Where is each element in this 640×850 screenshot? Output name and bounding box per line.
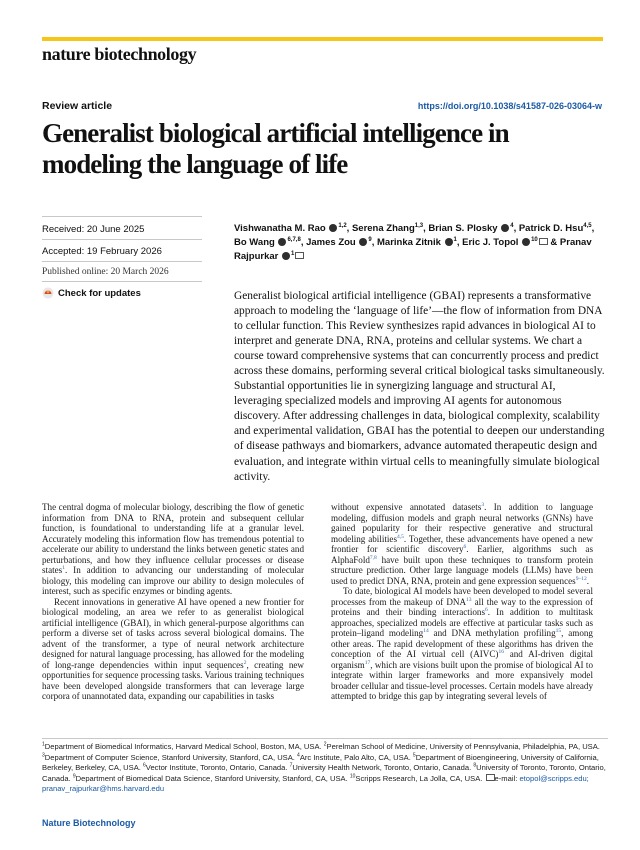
citation-ref[interactable]: 9–12 xyxy=(575,575,587,582)
article-type: Review article xyxy=(42,100,113,112)
citation-ref[interactable]: 13 xyxy=(466,596,472,603)
author-name[interactable]: Patrick D. Hsu xyxy=(518,223,584,234)
author-name[interactable]: Brian S. Plosky xyxy=(428,223,498,234)
email-icon xyxy=(486,774,495,781)
footer-journal-name: Nature Biotechnology xyxy=(42,818,136,828)
divider xyxy=(42,281,202,282)
author-name[interactable]: Marinka Zitnik xyxy=(377,237,441,248)
abstract: Generalist biological artificial intelligence (GBAI) represents a transformative approach to modeling the ‘language of life’—the flow of information from DNA to cellular function. This Review synthesizes rapid advances in biological AI to interpret and generate DNA, RNA, proteins and cellular systems. We chart a course toward comprehensive systems that can concurrently process and predict across these domains, performing several critical biological tasks simultaneously. Substantial opportunities lie in synergizing language and structural AI, leveraging specialized models and improving AI agents for autonomous discovery. After addressing challenges in data, biological complexity, scalability and experimental validation, GBAI has the potential to deepen our understanding of disease pathways and biomarkers, advance automated therapeutic design and evaluation, and integrate within virtual cells to meaningfully simulate biological activity. xyxy=(234,290,605,483)
email-links[interactable]: etopol@scripps.edu; pranav_rajpurkar@hms.harvard.edu xyxy=(42,773,589,793)
author-affiliation: 6,7,8 xyxy=(287,236,301,243)
author-name[interactable]: Vishwanatha M. Rao xyxy=(234,223,326,234)
email-icon[interactable] xyxy=(539,238,548,245)
orcid-icon[interactable] xyxy=(329,224,337,232)
published-date: Published online: 20 March 2026 xyxy=(42,267,169,277)
citation-ref[interactable]: 7,8 xyxy=(369,554,377,561)
author-name[interactable]: James Zou xyxy=(306,237,356,248)
journal-accent-bar xyxy=(42,37,603,41)
author-list: Vishwanatha M. Rao $^{1,2}$, Serena Zhang$^{1,3}$, Brian S. Plosky $^4$, Patrick D. Hsu$^{4,5}$, Bo Wang $^{6,7,8}$, James Zou $^9$, Marinka Zitnik $^1$, Eric J. Topol $^{10}$ & Pranav Rajpurkar $^1$ xyxy=(234,222,595,262)
orcid-icon[interactable] xyxy=(359,238,367,246)
check-updates-label: Check for updates xyxy=(58,287,141,299)
orcid-icon[interactable] xyxy=(278,238,286,246)
author-affiliation: 10 xyxy=(531,236,538,243)
author-name[interactable]: Bo Wang xyxy=(234,237,275,248)
author-name[interactable]: Pranav Rajpurkar xyxy=(234,237,592,262)
citation-ref[interactable]: 14 xyxy=(423,627,429,634)
citation-ref[interactable]: 3 xyxy=(481,501,485,508)
divider xyxy=(42,216,202,217)
citation-ref[interactable]: 17 xyxy=(364,659,371,666)
author-affiliation: 1 xyxy=(453,236,457,243)
author-name[interactable]: Eric J. Topol xyxy=(462,237,519,248)
author-affiliation: 1 xyxy=(291,250,295,257)
citation-ref[interactable]: 6 xyxy=(463,543,467,550)
citation-ref[interactable]: 6 xyxy=(484,606,488,613)
orcid-icon[interactable] xyxy=(282,252,290,260)
affiliations: $^1$Department of Biomedical Informatics, Harvard Medical School, Boston, MA, USA. $^2$Perelman School of Medicine, University of Pennsylvania, Philadelphia, PA, USA. $^3$Department of Computer Science, Stanford University, Stanford, CA, USA. $^4$Arc Institute, Palo Alto, CA, USA. $^5$Department of Bioengineering, University of California, Berkeley, Berkeley, CA, USA. $^6$Vector Institute, Toronto, Ontario, Canada. $^7$University Health Network, Toronto, Ontario, Canada. $^8$University of Toronto, Toronto, Ontario, Canada. $^9$Department of Biomedical Data Science, Stanford University, Stanford, CA, USA. $^{10}$Scripps Research, La Jolla, CA, USA. e-mail: etopol@scripps.edu; pranav_rajpurkar@hms.harvard.edu xyxy=(42,741,606,793)
body-paragraph: without expensive annotated datasets$^3$. In addition to language modeling, diffusion models and graph neural networks (GNNs) have gained popularity for their respective generative and structural modeling abilities$^{4,5}$. Together, these advancements have opened a new frontier for scientific discovery$^6$. Earlier, algorithms such as AlphaFold$^{7,8}$ have built upon these techniques to transform protein structure prediction. Other large language models (LLMs) have been used to predict DNA, RNA, protein and gene expression sequences$^{9-12}$. xyxy=(331,501,594,586)
orcid-icon[interactable] xyxy=(522,238,530,246)
author-affiliation: 4,5 xyxy=(583,222,592,229)
author-affiliation: 1,3 xyxy=(414,222,424,229)
email-icon[interactable] xyxy=(295,252,304,259)
article-title: Generalist biological artificial intelligence in modeling the language of life xyxy=(42,118,509,179)
author-name[interactable]: Serena Zhang xyxy=(351,223,415,234)
citation-ref[interactable]: 15 xyxy=(555,627,562,634)
citation-ref[interactable]: 16 xyxy=(498,648,504,655)
citation-ref[interactable]: 1 xyxy=(62,564,65,571)
check-updates-button[interactable] xyxy=(42,287,141,299)
author-affiliation: 4 xyxy=(510,222,514,229)
body-paragraph: Recent innovations in generative AI have opened a new frontier for biological modeling, an area we refer to as generalist biological artificial intelligence (GBAI), in which general-purpose algorithms can perform a diverse set of tasks across several biological domains. The advent of the transformer, a type of neural network architecture designed for natural language processing, has allowed for the modeling of long-range dependencies within input sequences$^2$, creating new opportunities for sequence processing tasks. Various training techniques have been developed alongside transformers that can leverage large corpora of unannotated data, expanding our capabilities in tasks xyxy=(42,596,304,701)
received-date: Received: 20 June 2025 xyxy=(42,224,145,235)
author-affiliation: 9 xyxy=(368,236,372,243)
body-paragraph: To date, biological AI models have been developed to model several processes from the makeup of DNA$^{13}$ all the way to the expression of proteins and their binding interactions$^6$. In addition to multitask approaches, specialized models are effective at particular tasks such as protein–ligand modeling$^{14}$ and DNA methylation profiling$^{15}$, among other areas. The rapid development of these algorithms has driven the conception of the AI virtual cell (AIVC)$^{16}$ and AI-driven digital organism$^{17}$, which are visions built upon the promise of biological AI to integrate within larger frameworks and more expansively model broader cellular and tissue-level processes. Certain models have already attempted to bridge this gap by integrating several levels of xyxy=(331,586,593,701)
citation-ref[interactable]: 4,5 xyxy=(397,533,404,540)
divider xyxy=(42,239,202,240)
accepted-date: Accepted: 19 February 2026 xyxy=(42,246,162,257)
orcid-icon[interactable] xyxy=(501,224,509,232)
author-affiliation: 1,2 xyxy=(338,222,347,229)
orcid-icon[interactable] xyxy=(445,238,453,246)
doi-link[interactable]: https://doi.org/10.1038/s41587-026-03064-w xyxy=(417,101,602,111)
divider xyxy=(42,261,202,262)
citation-ref[interactable]: 2 xyxy=(243,659,247,666)
body-column-right xyxy=(331,502,593,702)
divider xyxy=(42,738,608,739)
body-paragraph: The central dogma of molecular biology, describing the flow of genetic information from DNA to RNA, protein and subsequent cellular function, is foundational to understanding life at a granular level. Accurately modeling this information flow has tremendous potential to accelerate our ability to understand the links between genetic states and perturbations, and how they influence cellular processes or disease states$^1$. In addition to advancing our understanding of molecular biology, this modeling can improve our ability to design molecules of interest, such as specific enzymes or binding agents. xyxy=(42,502,304,596)
journal-name: nature biotechnology xyxy=(42,44,197,64)
check-updates-icon xyxy=(42,287,54,299)
body-column-left xyxy=(42,502,304,702)
